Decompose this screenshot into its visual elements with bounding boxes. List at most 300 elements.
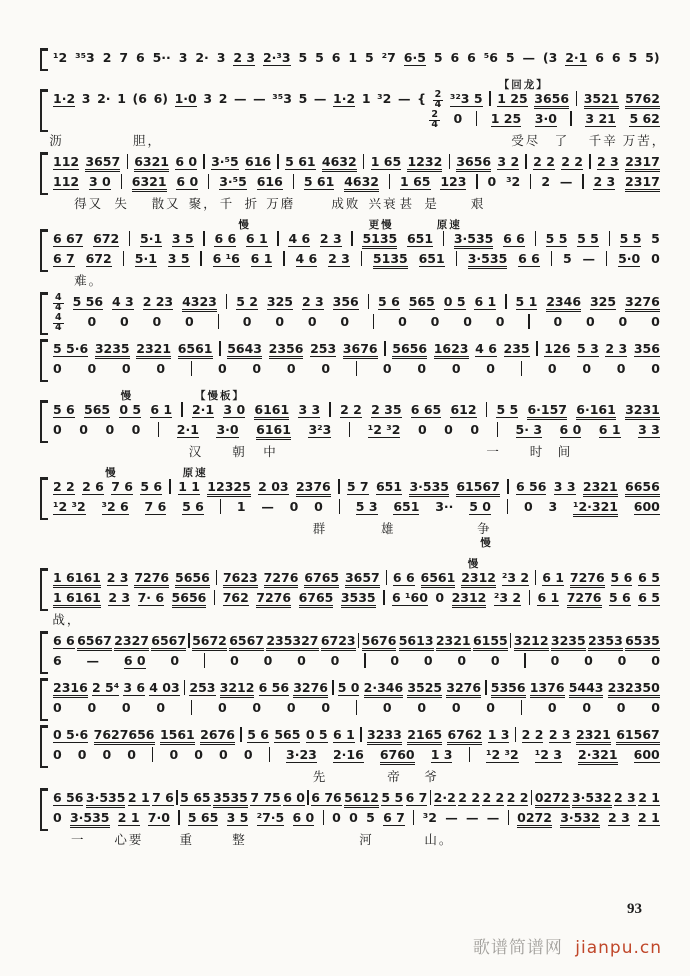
lyric-text: 战， bbox=[52, 612, 82, 627]
note-group: 0 bbox=[430, 314, 440, 329]
note-group: 0 bbox=[616, 361, 626, 376]
note-group: 3276 bbox=[446, 680, 481, 698]
note-group: 61567 bbox=[616, 727, 660, 745]
system-body bbox=[40, 50, 660, 70]
note-group: 0 bbox=[553, 314, 563, 329]
note-group: 2 3 bbox=[108, 590, 131, 605]
note-group: 4 3 bbox=[111, 294, 134, 309]
system-bracket-icon bbox=[40, 400, 48, 443]
note-group: 0 bbox=[582, 361, 592, 376]
note-group: 0 bbox=[444, 422, 453, 437]
note-group: 0 5 bbox=[443, 294, 466, 309]
note-group: 0 bbox=[131, 422, 141, 437]
note-group: 6321 bbox=[134, 154, 169, 172]
lyric-text: 重 bbox=[179, 832, 195, 847]
note-group: 0 bbox=[217, 700, 227, 715]
note-group: 0 bbox=[463, 314, 472, 329]
note-group: 0 bbox=[286, 361, 296, 376]
system-body bbox=[40, 633, 660, 673]
note-group: 0 5 bbox=[305, 727, 328, 742]
note-group: 0 bbox=[219, 747, 228, 762]
system-bracket-icon bbox=[40, 48, 48, 71]
note-group: 5 5 bbox=[545, 231, 568, 246]
note-group: 12325 bbox=[207, 479, 251, 497]
note-group: 0 bbox=[263, 653, 273, 668]
note-group: 2 3 bbox=[548, 727, 571, 742]
note-group: 7 bbox=[119, 50, 129, 65]
lyric-text: 胆， bbox=[133, 133, 163, 148]
note-group: 3·535 bbox=[454, 231, 494, 249]
note-group: 6 76 bbox=[311, 790, 342, 805]
note-group: 5656 bbox=[392, 341, 427, 359]
note-group: 3²3 bbox=[308, 422, 332, 437]
note-group: 0 bbox=[77, 747, 87, 762]
note-group: 6 1 bbox=[333, 727, 355, 742]
note-group: ²7 bbox=[381, 50, 396, 65]
note-group: 1 6161 bbox=[53, 570, 101, 588]
note-group: ¹2 bbox=[53, 50, 68, 65]
note-group: 0 bbox=[119, 314, 129, 329]
system-body bbox=[40, 294, 660, 334]
lyric-text: 难。 bbox=[74, 273, 104, 288]
notation-line bbox=[53, 727, 660, 747]
barline bbox=[489, 91, 490, 106]
lyric-text: 群 bbox=[312, 521, 328, 536]
system-bracket-icon bbox=[40, 292, 48, 335]
note-group: 7 6 bbox=[144, 499, 167, 514]
note-group: 6) bbox=[153, 91, 168, 106]
lyric-text: 朝 bbox=[232, 444, 247, 459]
note-group: 5 5 bbox=[381, 790, 404, 805]
notation-line bbox=[53, 50, 660, 70]
lyric-text: 一 bbox=[486, 444, 501, 459]
tempo-marker: 慢 bbox=[238, 219, 251, 231]
note-group: 0 bbox=[330, 653, 340, 668]
note-group: 2 3 bbox=[593, 174, 616, 189]
note-group: 2321 bbox=[576, 727, 611, 745]
note-group: 356 bbox=[332, 294, 359, 309]
score-system bbox=[40, 727, 660, 783]
note-group: 0 bbox=[486, 700, 495, 715]
note-group: 6 5 bbox=[638, 590, 660, 605]
note-group: 0 bbox=[156, 700, 166, 715]
lyric-text: 千辛 bbox=[588, 133, 618, 148]
note-group: 0 bbox=[616, 700, 626, 715]
notation-line bbox=[53, 402, 660, 422]
barline bbox=[535, 570, 536, 585]
note-group: 1 65 bbox=[370, 154, 402, 169]
note-group: 3276 bbox=[625, 294, 660, 312]
note-group: 2 2 bbox=[340, 402, 362, 417]
note-group: 0 bbox=[332, 810, 341, 825]
barline bbox=[524, 653, 525, 668]
barline bbox=[368, 294, 369, 309]
note-group: ¹2·321 bbox=[573, 499, 618, 517]
note-group: 3235 bbox=[95, 341, 130, 359]
lyric-text: 万磨 bbox=[266, 196, 296, 211]
barline bbox=[283, 251, 284, 266]
note-group: 5 2 bbox=[236, 294, 258, 309]
system-body bbox=[40, 402, 660, 442]
barline bbox=[384, 341, 385, 356]
note-group: 5 5 bbox=[619, 231, 642, 246]
notation-line bbox=[53, 680, 660, 700]
note-group: 0 bbox=[105, 422, 115, 437]
note-group: 5 65 bbox=[187, 810, 219, 825]
note-group: 4 6 bbox=[475, 341, 497, 356]
note-group: 1 3 bbox=[487, 727, 510, 742]
lyric-text: 是 bbox=[424, 196, 439, 211]
lyric-text: 山。 bbox=[424, 832, 454, 847]
note-group: 7 6 bbox=[152, 790, 174, 805]
note-group: 565 bbox=[408, 294, 435, 309]
barline bbox=[208, 174, 209, 189]
note-group: 6 0 bbox=[559, 422, 582, 437]
note-group: 5 bbox=[562, 251, 572, 266]
notation-line bbox=[53, 251, 660, 271]
note-group: 651 bbox=[406, 231, 434, 246]
notation-line bbox=[53, 653, 660, 673]
note-group: 0 bbox=[470, 422, 480, 437]
tempo-marker-row bbox=[40, 535, 660, 549]
note-group: 5 6 bbox=[53, 402, 75, 417]
note-group: 5·· bbox=[152, 50, 171, 65]
tempo-marker: 慢 bbox=[105, 467, 118, 479]
lyric-text: 万苦， bbox=[622, 133, 667, 148]
note-group: ²7·5 bbox=[256, 810, 285, 825]
note-group: { bbox=[417, 91, 426, 106]
barline bbox=[178, 810, 179, 825]
time-signature bbox=[53, 294, 64, 312]
note-group: 3 5 bbox=[171, 231, 194, 246]
note-group: 0 bbox=[486, 361, 495, 376]
note-group: ³2 bbox=[422, 810, 437, 825]
barline bbox=[582, 174, 583, 189]
note-group: 5 6 bbox=[247, 727, 269, 742]
note-group: 6 6 bbox=[53, 633, 75, 648]
system-bracket-icon bbox=[40, 339, 48, 382]
note-group: 0 bbox=[417, 700, 427, 715]
note-group: 0 bbox=[53, 361, 62, 376]
note-group: 5 65 bbox=[180, 790, 211, 805]
note-group: 1 bbox=[348, 50, 358, 65]
notation-line bbox=[53, 747, 660, 767]
note-group: 0 bbox=[289, 499, 299, 514]
note-group: 3 2 bbox=[497, 154, 520, 169]
note-group: 6 6 bbox=[214, 231, 237, 246]
notation-line bbox=[53, 633, 660, 653]
note-group: 2 3 bbox=[597, 154, 619, 169]
note-group: 0 bbox=[487, 174, 497, 189]
note-group: 7627656 bbox=[94, 727, 155, 745]
barline bbox=[277, 231, 278, 246]
barline bbox=[226, 294, 227, 309]
note-group: 6762 bbox=[447, 727, 482, 745]
barline bbox=[338, 479, 339, 494]
note-group: 0 bbox=[617, 653, 627, 668]
note-group: ²3 2 bbox=[493, 590, 522, 605]
lyric-text: 了 bbox=[554, 133, 570, 148]
note-group: 6·5 bbox=[403, 50, 426, 65]
note-group: 0 bbox=[307, 314, 317, 329]
barline bbox=[443, 231, 444, 246]
score-system bbox=[40, 465, 660, 549]
note-group: 3535 bbox=[341, 590, 376, 608]
note-group: 0 bbox=[170, 653, 180, 668]
tempo-marker: 慢 bbox=[467, 558, 481, 570]
note-group: 6 0 bbox=[175, 154, 198, 169]
note-group: 0 bbox=[243, 747, 253, 762]
system-body bbox=[40, 479, 660, 519]
system-bracket-icon bbox=[40, 631, 48, 674]
note-group: 235327 bbox=[266, 633, 318, 651]
note-group: 1 bbox=[236, 499, 246, 514]
note-group: 6656 bbox=[625, 479, 660, 497]
tempo-marker: 慢 bbox=[480, 537, 493, 549]
barline bbox=[508, 810, 509, 825]
barline bbox=[515, 727, 516, 742]
note-group: 5676 bbox=[362, 633, 397, 651]
note-group: 3657 bbox=[85, 154, 120, 172]
note-group: 3·532 bbox=[572, 790, 612, 808]
note-group: 6 1 bbox=[245, 231, 268, 246]
barline bbox=[430, 790, 431, 805]
time-signature bbox=[433, 91, 444, 109]
note-group: — bbox=[234, 91, 247, 106]
note-group: 1623 bbox=[434, 341, 469, 359]
barline bbox=[191, 361, 192, 376]
note-group: 3·⁵5 bbox=[219, 174, 247, 189]
note-group: 0 bbox=[651, 653, 660, 668]
barline bbox=[203, 231, 204, 246]
note-group: (3 bbox=[542, 50, 558, 65]
note-group: 1 3 bbox=[430, 747, 453, 762]
note-group: 0 bbox=[651, 314, 660, 329]
system-bracket-icon bbox=[40, 152, 48, 195]
note-group: 0 bbox=[252, 700, 262, 715]
lyric-text: 千 bbox=[219, 196, 235, 211]
note-group: 2 1 bbox=[127, 790, 150, 805]
note-group: 3656 bbox=[456, 154, 491, 172]
note-group: 7276 bbox=[570, 570, 605, 588]
barline bbox=[188, 633, 189, 648]
note-group: 5 6 bbox=[608, 590, 631, 605]
note-group: 5 6 bbox=[378, 294, 400, 309]
note-group: 5 5 bbox=[496, 402, 519, 417]
note-group: 0 bbox=[121, 700, 131, 715]
note-group: (6 bbox=[132, 91, 147, 106]
note-group: 3 bbox=[203, 91, 213, 106]
note-group: 1 bbox=[117, 91, 126, 106]
note-group: 7· 6 bbox=[137, 590, 165, 605]
note-group: 3276 bbox=[293, 680, 328, 698]
note-group: 3 0 bbox=[88, 174, 111, 189]
note-group: 0 bbox=[490, 653, 500, 668]
system-body bbox=[40, 727, 660, 767]
barline bbox=[152, 747, 153, 762]
note-group: 0 bbox=[242, 314, 252, 329]
note-group: 0 bbox=[651, 251, 660, 266]
note-group: 0 bbox=[523, 499, 533, 514]
note-group: 6567 bbox=[151, 633, 186, 651]
barline bbox=[413, 810, 414, 825]
note-group: 5443 bbox=[569, 680, 604, 698]
note-group: 2 3 bbox=[319, 231, 342, 246]
note-group: 612 bbox=[450, 402, 477, 417]
note-group: 2 2 bbox=[506, 790, 529, 805]
system-body bbox=[40, 790, 660, 830]
lyric-text-row bbox=[40, 442, 660, 458]
notation-line bbox=[53, 174, 660, 194]
note-group: 1 25 bbox=[490, 111, 522, 126]
note-group: 2 2 bbox=[458, 790, 481, 805]
note-group: 3535 bbox=[213, 790, 248, 808]
note-group: 651 bbox=[393, 499, 420, 514]
system-body bbox=[40, 154, 660, 194]
note-group: 5 5·6 bbox=[53, 341, 89, 356]
barline bbox=[505, 294, 506, 309]
note-group: 0 bbox=[314, 499, 323, 514]
barline bbox=[486, 402, 487, 417]
note-group: 0 bbox=[349, 810, 358, 825]
system-bracket-icon bbox=[40, 89, 48, 132]
note-group: 0 bbox=[451, 700, 461, 715]
note-group: 0 5 bbox=[119, 402, 142, 417]
lyric-text: 成败 bbox=[331, 196, 361, 211]
note-group: 6 ¹6 bbox=[212, 251, 240, 266]
note-group: — bbox=[313, 91, 327, 106]
note-group: 6 0 bbox=[292, 810, 315, 825]
note-group: — bbox=[86, 653, 100, 668]
note-group: 3233 bbox=[367, 727, 402, 745]
note-group: 672 bbox=[85, 251, 112, 266]
note-group: 2 3 bbox=[233, 50, 256, 65]
note-group: 3 6 bbox=[123, 680, 146, 695]
note-group: 6 1 bbox=[250, 251, 273, 266]
note-group: 4323 bbox=[182, 294, 217, 312]
barline bbox=[535, 231, 536, 246]
note-group: 3·532 bbox=[560, 810, 600, 828]
note-group: 5672 bbox=[192, 633, 227, 651]
note-group: 4632 bbox=[344, 174, 379, 192]
lyric-text-row bbox=[40, 131, 667, 148]
note-group: 3 3 bbox=[298, 402, 321, 417]
note-group: 0 bbox=[169, 747, 179, 762]
note-group: 2321 bbox=[583, 479, 618, 497]
note-group: 3 5 bbox=[167, 251, 190, 266]
note-group: 2312 bbox=[461, 570, 496, 588]
note-group: 600 bbox=[633, 499, 660, 514]
note-group: 6 56 bbox=[53, 790, 84, 805]
notation-line bbox=[53, 479, 660, 499]
note-group: 0 bbox=[156, 361, 166, 376]
lyric-text-row bbox=[40, 519, 660, 535]
barline bbox=[129, 231, 130, 246]
barline bbox=[476, 174, 477, 189]
barline bbox=[123, 251, 124, 266]
lyric-text-row bbox=[40, 194, 660, 210]
note-group: 5) bbox=[645, 50, 660, 65]
note-group: 2317 bbox=[625, 154, 660, 172]
note-group: 1232 bbox=[407, 154, 442, 172]
lyric-text: 先 bbox=[312, 769, 328, 784]
tempo-marker: 慢 bbox=[120, 390, 134, 402]
note-group: 6161 bbox=[256, 422, 291, 440]
note-group: 3676 bbox=[343, 341, 378, 359]
note-group: 5 bbox=[366, 810, 375, 825]
note-group: 2356 bbox=[269, 341, 304, 359]
note-group: 2 23 bbox=[142, 294, 174, 309]
barline bbox=[449, 154, 450, 169]
note-group: 7 6 bbox=[111, 479, 133, 494]
note-group: 6765 bbox=[299, 590, 334, 608]
lyric-text: 沥 bbox=[49, 133, 64, 148]
watermark bbox=[473, 933, 662, 958]
note-group: 235 bbox=[503, 341, 530, 356]
note-group: 3·0 bbox=[216, 422, 239, 437]
time-signature bbox=[53, 314, 64, 332]
note-group: ³2 bbox=[506, 174, 521, 189]
note-group: 1561 bbox=[160, 727, 195, 745]
barline bbox=[127, 154, 128, 169]
note-group: 2165 bbox=[407, 727, 442, 745]
note-group: 5 bbox=[298, 91, 308, 106]
note-group: 6 6 bbox=[392, 570, 415, 585]
note-group: 6723 bbox=[321, 633, 356, 651]
barline bbox=[530, 174, 531, 189]
barline bbox=[521, 361, 522, 376]
lyric-text: 雄 bbox=[381, 521, 396, 536]
barline bbox=[510, 633, 511, 648]
note-group: 5 bbox=[298, 50, 308, 65]
note-group: 0 bbox=[127, 747, 136, 762]
note-group: 651 bbox=[375, 479, 403, 494]
tempo-marker-row bbox=[40, 465, 660, 479]
note-group: 0 bbox=[398, 314, 407, 329]
note-group: 6 65 bbox=[410, 402, 442, 417]
note-group: 6 67 bbox=[53, 231, 84, 246]
note-group: 4 6 bbox=[288, 231, 311, 246]
barline bbox=[329, 402, 330, 417]
score-system bbox=[40, 388, 660, 458]
lyric-text: 聚， bbox=[188, 196, 218, 211]
note-group: 6321 bbox=[132, 174, 167, 192]
note-group: 5643 bbox=[227, 341, 262, 359]
barline bbox=[269, 747, 270, 762]
notation-line bbox=[53, 810, 660, 830]
barline bbox=[609, 231, 610, 246]
note-group: 5656 bbox=[172, 590, 207, 608]
note-group: 2·2 bbox=[433, 790, 456, 805]
note-group: 2·³3 bbox=[262, 50, 291, 65]
note-group: 0 bbox=[423, 653, 433, 668]
note-group: 2321 bbox=[436, 633, 471, 651]
score-system bbox=[40, 680, 660, 720]
note-group: 5 7 bbox=[346, 479, 369, 494]
system-bracket-icon bbox=[40, 678, 48, 721]
note-group: 7276 bbox=[264, 570, 299, 588]
score-system bbox=[40, 50, 660, 70]
note-group: 2·321 bbox=[578, 747, 618, 765]
tsig-lower: 4 bbox=[431, 119, 438, 130]
lyric-text: 甚 bbox=[399, 196, 415, 211]
note-group: 1 25 bbox=[497, 91, 528, 106]
note-group: 2 1 bbox=[638, 790, 660, 805]
tsig-upper: 2 bbox=[431, 109, 438, 120]
system-body bbox=[40, 680, 660, 720]
barline bbox=[176, 790, 177, 805]
note-group: 3 3 bbox=[553, 479, 576, 494]
